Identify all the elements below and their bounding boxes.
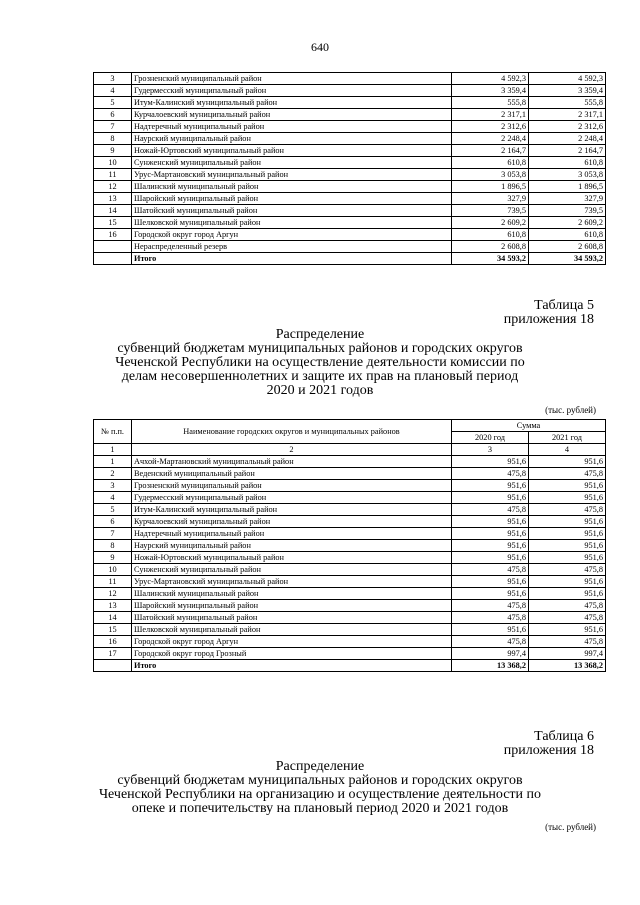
- table-row: [94, 540, 606, 552]
- row-name: Городской округ город Аргун: [132, 636, 452, 648]
- table-row: [94, 193, 606, 205]
- table6-title-line3: Чеченской Республики на организацию и осуществление деятельности по: [98, 787, 542, 802]
- row-number: 10: [94, 564, 132, 576]
- row-name: Грозненский муниципальный район: [132, 73, 452, 85]
- row-value-2020: 951,6: [452, 480, 529, 492]
- row-number: 14: [94, 612, 132, 624]
- row-value-2021: 951,6: [529, 624, 606, 636]
- row-number: 17: [94, 648, 132, 660]
- row-value-2021: 951,6: [529, 588, 606, 600]
- row-number: 6: [94, 109, 132, 121]
- row-name: Ачхой-Мартановский муниципальный район: [132, 456, 452, 468]
- header-sum: Сумма: [452, 420, 606, 432]
- row-name: Гудермесский муниципальный район: [132, 492, 452, 504]
- row-name: Шалинский муниципальный район: [132, 181, 452, 193]
- row-value-2021: 475,8: [529, 600, 606, 612]
- row-value-2021: 4 592,3: [529, 73, 606, 85]
- row-number: 12: [94, 181, 132, 193]
- row-value-2020: 327,9: [452, 193, 529, 205]
- table-row: [94, 576, 606, 588]
- table5-title-line5: 2020 и 2021 годов: [266, 383, 374, 398]
- row-number: 9: [94, 552, 132, 564]
- row-value-2020: 475,8: [452, 636, 529, 648]
- row-number: 6: [94, 516, 132, 528]
- row-number: 1: [94, 456, 132, 468]
- row-value-2021: 739,5: [529, 205, 606, 217]
- row-value-2020: 2 609,2: [452, 217, 529, 229]
- table4-body: [94, 73, 606, 265]
- total-row: [94, 253, 606, 265]
- row-value-2020: 2 608,8: [452, 241, 529, 253]
- row-name: Наурский муниципальный район: [132, 133, 452, 145]
- row-name: Ножай-Юртовский муниципальный район: [132, 145, 452, 157]
- row-value-2021: 2 164,7: [529, 145, 606, 157]
- table5-label-line1: Таблица 5: [534, 298, 594, 313]
- table-row: [94, 145, 606, 157]
- row-value-2021: 475,8: [529, 504, 606, 516]
- row-value-2020: 1 896,5: [452, 181, 529, 193]
- table5-title-line4: делам несовершеннолетних и защите их прав на плановый период: [121, 369, 519, 384]
- row-number: 16: [94, 229, 132, 241]
- row-value-2020: 951,6: [452, 492, 529, 504]
- header-name: Наименование городских округов и муниципальных районов: [132, 420, 452, 444]
- table-row: [94, 169, 606, 181]
- table-row: [94, 492, 606, 504]
- row-name: Шалинский муниципальный район: [132, 588, 452, 600]
- row-name: Шатойский муниципальный район: [132, 205, 452, 217]
- total-blank: [94, 660, 132, 672]
- row-number: [94, 241, 132, 253]
- row-name: Шатойский муниципальный район: [132, 612, 452, 624]
- row-value-2020: 2 317,1: [452, 109, 529, 121]
- table-row: [94, 480, 606, 492]
- table-row: [94, 564, 606, 576]
- row-name: Ножай-Юртовский муниципальный район: [132, 552, 452, 564]
- row-number: 9: [94, 145, 132, 157]
- row-value-2020: 951,6: [452, 552, 529, 564]
- table5: [93, 419, 606, 672]
- row-name: Грозненский муниципальный район: [132, 480, 452, 492]
- row-name: Надтеречный муниципальный район: [132, 121, 452, 133]
- table6-unit: (тыс. рублей): [545, 822, 596, 832]
- table5-label-line2: приложения 18: [503, 312, 594, 327]
- total-2021: 34 593,2: [529, 253, 606, 265]
- row-value-2020: 475,8: [452, 612, 529, 624]
- row-number: 7: [94, 528, 132, 540]
- table-row: [94, 217, 606, 229]
- row-value-2021: 2 312,6: [529, 121, 606, 133]
- table-row: [94, 612, 606, 624]
- row-number: 4: [94, 85, 132, 97]
- row-value-2021: 951,6: [529, 516, 606, 528]
- row-value-2021: 951,6: [529, 528, 606, 540]
- table6-title-line1: Распределение: [275, 759, 365, 774]
- row-value-2020: 739,5: [452, 205, 529, 217]
- table-row: [94, 85, 606, 97]
- row-number: 15: [94, 217, 132, 229]
- table-row: [94, 133, 606, 145]
- table6-label: [504, 730, 594, 758]
- row-name: Итум-Калинский муниципальный район: [132, 504, 452, 516]
- row-value-2020: 951,6: [452, 456, 529, 468]
- row-value-2020: 475,8: [452, 600, 529, 612]
- table-row: [94, 588, 606, 600]
- row-number: 5: [94, 97, 132, 109]
- row-value-2021: 475,8: [529, 468, 606, 480]
- row-value-2020: 951,6: [452, 576, 529, 588]
- row-number: 5: [94, 504, 132, 516]
- table5-title: [60, 328, 580, 398]
- row-number: 7: [94, 121, 132, 133]
- row-value-2021: 555,8: [529, 97, 606, 109]
- row-number: 3: [94, 73, 132, 85]
- row-value-2020: 951,6: [452, 624, 529, 636]
- table-row: [94, 157, 606, 169]
- table-row: [94, 241, 606, 253]
- row-name: Курчалоевский муниципальный район: [132, 109, 452, 121]
- row-value-2021: 951,6: [529, 456, 606, 468]
- row-value-2021: 951,6: [529, 576, 606, 588]
- row-name: Сунженский муниципальный район: [132, 564, 452, 576]
- row-value-2021: 951,6: [529, 540, 606, 552]
- table-row: [94, 229, 606, 241]
- row-number: 14: [94, 205, 132, 217]
- row-value-2021: 2 317,1: [529, 109, 606, 121]
- header-2020: 2020 год: [452, 432, 529, 444]
- row-value-2021: 997,4: [529, 648, 606, 660]
- table5-body: [94, 456, 606, 672]
- row-value-2020: 2 164,7: [452, 145, 529, 157]
- table6-title-line2: субвенций бюджетам муниципальных районов и городских округов: [117, 773, 523, 788]
- row-value-2021: 2 608,8: [529, 241, 606, 253]
- row-name: Сунженский муниципальный район: [132, 157, 452, 169]
- header-num: № п.п.: [94, 420, 132, 444]
- table-row: [94, 109, 606, 121]
- row-value-2020: 475,8: [452, 468, 529, 480]
- table-row: [94, 504, 606, 516]
- table-row: [94, 648, 606, 660]
- table5-header: [94, 420, 606, 456]
- row-name: Шаройский муниципальный район: [132, 600, 452, 612]
- row-name: Итум-Калинский муниципальный район: [132, 97, 452, 109]
- row-name: Веденский муниципальный район: [132, 468, 452, 480]
- row-value-2021: 475,8: [529, 612, 606, 624]
- table6-label-line1: Таблица 6: [534, 729, 594, 744]
- row-value-2021: 475,8: [529, 636, 606, 648]
- row-name: Надтеречный муниципальный район: [132, 528, 452, 540]
- total-2020: 13 368,2: [452, 660, 529, 672]
- row-number: 4: [94, 492, 132, 504]
- table-row: [94, 181, 606, 193]
- row-value-2020: 2 312,6: [452, 121, 529, 133]
- row-value-2021: 2 248,4: [529, 133, 606, 145]
- row-number: 3: [94, 480, 132, 492]
- row-value-2021: 951,6: [529, 480, 606, 492]
- row-value-2020: 2 248,4: [452, 133, 529, 145]
- row-value-2020: 3 053,8: [452, 169, 529, 181]
- row-number: 16: [94, 636, 132, 648]
- row-value-2020: 951,6: [452, 528, 529, 540]
- row-number: 11: [94, 576, 132, 588]
- row-value-2021: 327,9: [529, 193, 606, 205]
- table-row: [94, 516, 606, 528]
- table-row: [94, 205, 606, 217]
- table-row: [94, 552, 606, 564]
- colnum-1: 1: [94, 444, 132, 456]
- total-label: Итого: [132, 660, 452, 672]
- row-name: Урус-Мартановский муниципальный район: [132, 169, 452, 181]
- row-name: Наурский муниципальный район: [132, 540, 452, 552]
- row-value-2020: 951,6: [452, 516, 529, 528]
- row-value-2020: 3 359,4: [452, 85, 529, 97]
- colnum-4: 4: [529, 444, 606, 456]
- table-row: [94, 121, 606, 133]
- row-number: 13: [94, 193, 132, 205]
- total-row: [94, 660, 606, 672]
- header-2021: 2021 год: [529, 432, 606, 444]
- table5-title-line2: субвенций бюджетам муниципальных районов и городских округов: [117, 341, 523, 356]
- row-value-2020: 610,8: [452, 157, 529, 169]
- table-row: [94, 97, 606, 109]
- row-number: 12: [94, 588, 132, 600]
- table-row: [94, 636, 606, 648]
- total-label: Итого: [132, 253, 452, 265]
- row-value-2021: 610,8: [529, 157, 606, 169]
- row-value-2021: 3 359,4: [529, 85, 606, 97]
- table5-title-line1: Распределение: [275, 327, 365, 342]
- row-name: Шаройский муниципальный район: [132, 193, 452, 205]
- row-number: 8: [94, 133, 132, 145]
- table-row: [94, 600, 606, 612]
- row-value-2021: 610,8: [529, 229, 606, 241]
- row-name: Курчалоевский муниципальный район: [132, 516, 452, 528]
- table6-label-line2: приложения 18: [503, 743, 594, 758]
- row-name: Нераспределенный резерв: [132, 241, 452, 253]
- table5-title-line3: Чеченской Республики на осуществление деятельности комиссии по: [115, 355, 525, 370]
- row-name: Урус-Мартановский муниципальный район: [132, 576, 452, 588]
- row-name: Городской округ город Грозный: [132, 648, 452, 660]
- table-row: [94, 624, 606, 636]
- row-name: Шелковской муниципальный район: [132, 217, 452, 229]
- row-number: 15: [94, 624, 132, 636]
- row-value-2020: 951,6: [452, 540, 529, 552]
- table6-title-line4: опеке и попечительству на плановый период 2020 и 2021 годов: [131, 801, 509, 816]
- row-value-2021: 951,6: [529, 552, 606, 564]
- row-value-2020: 610,8: [452, 229, 529, 241]
- row-value-2021: 475,8: [529, 564, 606, 576]
- page-number: 640: [311, 40, 329, 54]
- row-value-2020: 4 592,3: [452, 73, 529, 85]
- row-value-2021: 2 609,2: [529, 217, 606, 229]
- table5-label: [504, 299, 594, 327]
- row-value-2020: 997,4: [452, 648, 529, 660]
- row-name: Шелковской муниципальный район: [132, 624, 452, 636]
- row-name: Городской округ город Аргун: [132, 229, 452, 241]
- row-number: 8: [94, 540, 132, 552]
- total-2021: 13 368,2: [529, 660, 606, 672]
- row-number: 2: [94, 468, 132, 480]
- row-number: 11: [94, 169, 132, 181]
- table-row: [94, 468, 606, 480]
- row-number: 13: [94, 600, 132, 612]
- row-value-2020: 475,8: [452, 504, 529, 516]
- row-value-2021: 1 896,5: [529, 181, 606, 193]
- row-value-2020: 555,8: [452, 97, 529, 109]
- row-number: 10: [94, 157, 132, 169]
- table6-title: [60, 760, 580, 816]
- table4-continuation: [93, 72, 606, 265]
- table-row: [94, 456, 606, 468]
- row-name: Гудермесский муниципальный район: [132, 85, 452, 97]
- total-blank: [94, 253, 132, 265]
- row-value-2021: 951,6: [529, 492, 606, 504]
- row-value-2021: 3 053,8: [529, 169, 606, 181]
- colnum-3: 3: [452, 444, 529, 456]
- table5-unit: (тыс. рублей): [545, 405, 596, 415]
- row-value-2020: 475,8: [452, 564, 529, 576]
- total-2020: 34 593,2: [452, 253, 529, 265]
- table-row: [94, 528, 606, 540]
- row-value-2020: 951,6: [452, 588, 529, 600]
- table-row: [94, 73, 606, 85]
- colnum-2: 2: [132, 444, 452, 456]
